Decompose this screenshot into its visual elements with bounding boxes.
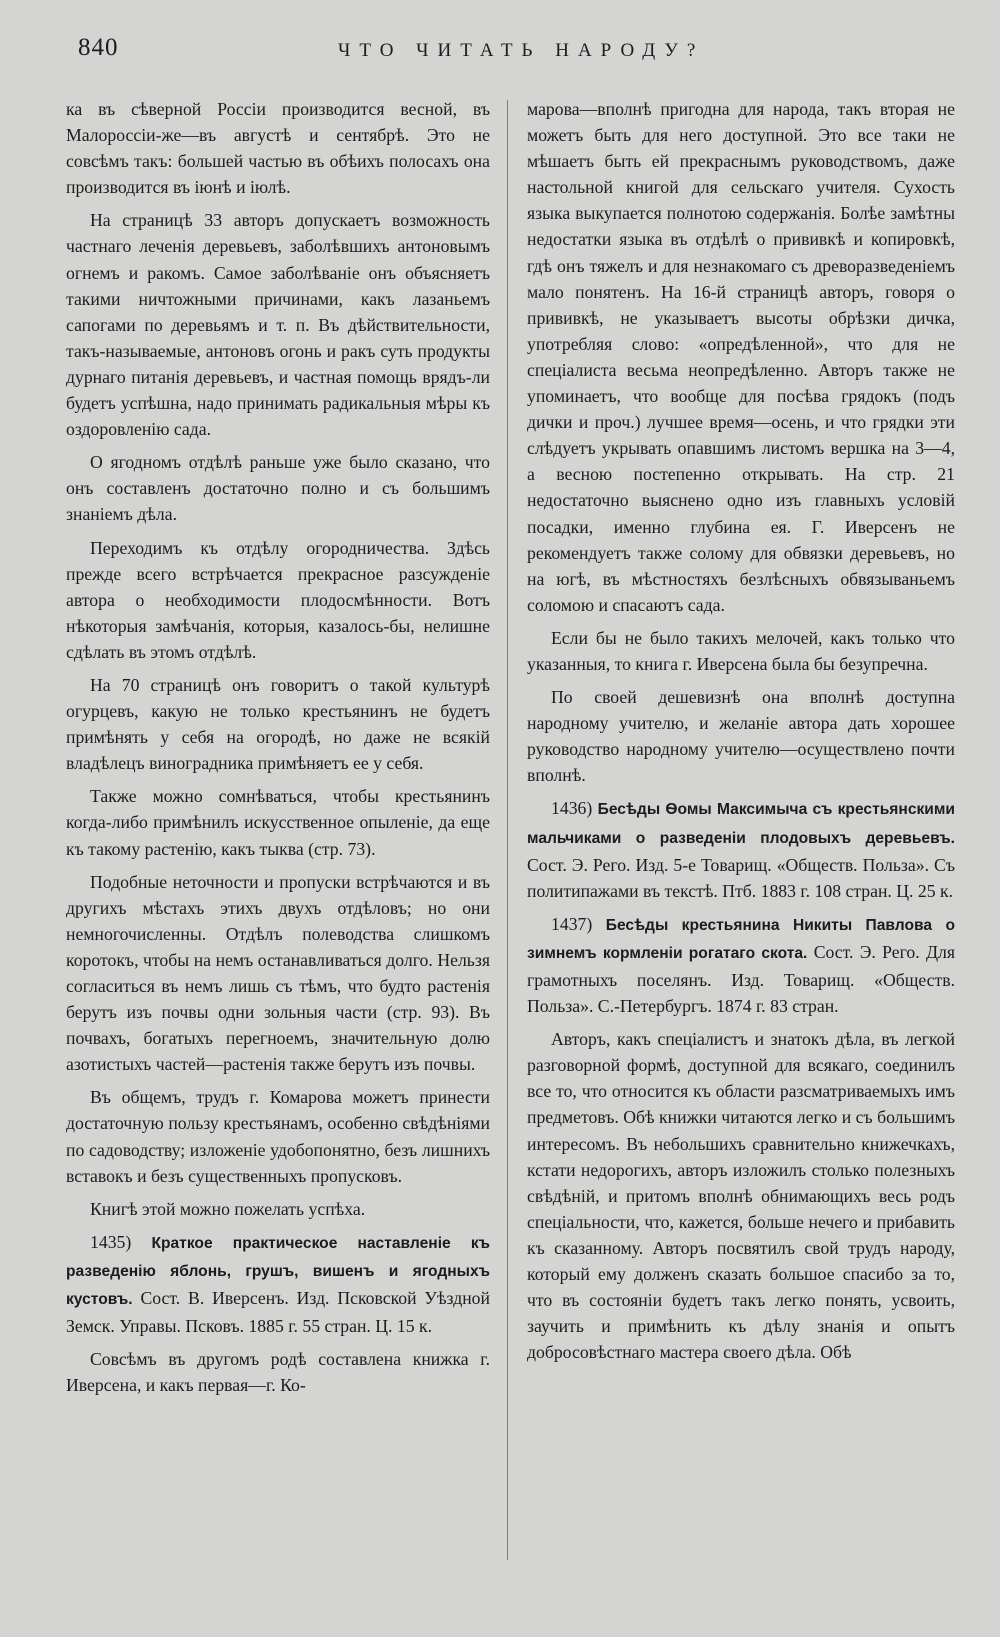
running-title: ЧТО ЧИТАТЬ НАРОДУ? [338,40,705,61]
column-divider [507,100,508,1560]
paragraph: Книгѣ этой можно пожелать успѣха. [90,1198,366,1219]
paragraph: По своей дешевизнѣ она вполнѣ доступна народному учителю, и желаніе автора дать хорошее руководство народному учителю—осуществлено почти вполнѣ. [527,687,955,786]
paragraph: На страницѣ 33 авторъ допускаетъ возможность частнаго леченія деревьевъ, заболѣвшихъ антоновымъ огнемъ и ракомъ. Самое заболѣваніе онъ объясняетъ такими ничтожными причинами, какъ лазаньемъ сапогами по деревьямъ и т. п. Въ дѣйствительности, такъ-называемые, антоновъ огонь и ракъ суть продукты дурнаго питанія деревьевъ, и частная помощь врядъ-ли будетъ успѣшна, надо принимать радикальныя мѣры къ оздоровленію сада. [66,210,490,440]
paragraph: Подобные неточности и пропуски встрѣчаются и въ другихъ мѣстахъ этихъ двухъ отдѣловъ; но они немногочисленны. Отдѣлъ полеводства слишкомъ коротокъ, чтобы на немъ останавливаться долго. Нельзя согласиться въ немъ лишь съ тѣмъ, что будто растенія берутъ изъ почвы одни зольныя части (стр. 93). Въ почвахъ, богатыхъ перегноемъ, значительную долю азотистыхъ частей—растенія также берутъ изъ почвы. [66,871,490,1075]
entry-title: Бесѣды крестьянина Никиты Павлова о зимнемъ кормленіи рогатаго скота. [527,916,955,962]
entry-details: Сост. Э. Рего. Для грамотныхъ поселянъ. Изд. Товарищ. «Обществ. Польза». С.-Петербургъ. 1874 г. 83 стран. [527,941,955,1017]
paragraph: Если бы не было такихъ мелочей, какъ только что указанныя, то книга г. Иверсена была бы безупречна. [527,627,955,674]
paragraph: Совсѣмъ въ другомъ родѣ составлена книжка г. Иверсена, и какъ первая—г. Ко- [66,1349,490,1396]
paragraph: Также можно сомнѣваться, чтобы крестьянинъ когда-либо примѣнилъ искусственное опыленіе, да еще къ такому растенію, какъ тыква (стр. 73). [66,786,490,859]
entry-number: 1436) [551,798,593,819]
paragraph: Переходимъ къ отдѣлу огородничества. Здѣсь прежде всего встрѣчается прекрасное разсужденіе автора о необходимости плодосмѣнности. Вотъ нѣкоторыя замѣчанія, которыя, казалось-бы, нелишне сдѣлать въ этомъ отдѣлѣ. [66,537,490,662]
page-number: 840 [78,34,119,61]
entry-number: 1437) [551,913,593,934]
entry-details: Сост. В. Иверсенъ. Изд. Псковской Уѣздной Земск. Управы. Псковъ. 1885 г. 55 стран. Ц. 15 к. [66,1288,490,1337]
paragraph: О ягодномъ отдѣлѣ раньше уже было сказано, что онъ составленъ достаточно полно и съ большимъ знаніемъ дѣла. [66,452,490,525]
paragraph: ка въ сѣверной Россіи производится весной, въ Малороссіи-же—въ августѣ и сентябрѣ. Это не совсѣмъ такъ: большей частью въ обѣихъ полосахъ она производится въ іюнѣ и іюлѣ. [66,99,490,198]
bibliography-entry-1435 [66,1229,490,1339]
right-column [527,96,955,1372]
paragraph: марова—вполнѣ пригодна для народа, такъ вторая не можетъ быть для него доступной. Это все таки не мѣшаетъ быть ей прекраснымъ руководствомъ, даже настольной книгой для сельскаго учителя. Сухость языка выкупается полнотою содержанія. Болѣе замѣтны недостатки языка въ отдѣлѣ о прививкѣ и копировкѣ, гдѣ онъ тяжелъ и для незнакомаго съ древоразведеніемъ мало понятенъ. На 16-й страницѣ авторъ, говоря о прививкѣ, не указываетъ высоты обрѣзки дичка, употребляя слово: «опредѣленной», что для не спеціалиста весьма неопредѣленно. Авторъ также не упоминаетъ, что вообще для посѣва грядокъ (подъ дички и проч.) лучшее время—осень, и что грядки эти слѣдуетъ укрывать опавшимъ листомъ вершка на 3—4, а весною постепенно открывать. На стр. 21 недостаточно выяснено одно изъ главныхъ условій посадки, именно глубина ея. Г. Иверсенъ не рекомендуетъ также солому для обвязки деревьевъ, но на югѣ, въ мѣстностяхъ безлѣсныхъ обвязываньемъ соломою и спасаютъ сада. [527,99,955,615]
bibliography-entry-1436 [527,795,955,903]
paragraph: Въ общемъ, трудъ г. Комарова можетъ принести достаточную пользу крестьянамъ, особенно свѣдѣніями по садоводству; изложеніе удобопонятно, безъ лишнихъ вставокъ и безъ существенныхъ пропусковъ. [66,1087,490,1186]
entry-details: Сост. Э. Рего. Изд. 5-е Товарищ. «Обществ. Польза». Съ политипажами въ текстѣ. Птб. 1883 г. 108 стран. Ц. 25 к. [527,854,955,901]
paragraph: На 70 страницѣ онъ говоритъ о такой культурѣ огурцевъ, какую не только крестьянинъ не будетъ примѣнять у себя на огородѣ, но даже не всякій владѣлецъ виноградника примѣняетъ ее у себя. [66,674,490,774]
bibliography-entry-1437 [527,911,955,1019]
entry-number: 1435) [90,1231,132,1252]
entry-title: Краткое практическое наставленіе къ разведенію яблонь, грушъ, вишенъ и ягодныхъ кустовъ. [66,1234,491,1309]
page-header [78,34,970,70]
paragraph: Авторъ, какъ спеціалистъ и знатокъ дѣла, въ легкой разговорной формѣ, доступной для всякаго, соединилъ все то, что относится къ области разсматриваемыхъ имъ предметовъ. Обѣ книжки читаются легко и съ большимъ интересомъ. Въ небольшихъ сравнительно книжечкахъ, кстати недорогихъ, авторъ изложилъ столько полезныхъ свѣдѣній, и притомъ вполнѣ обнимающихъ весь родъ спеціальности, что, кажется, больше нечего и прибавить къ сказанному. Авторъ посвятилъ свой трудъ народу, который ему долженъ сказать большое спасибо за то, что въ состояніи будетъ такъ легко понять, усвоить, заучить и примѣнить къ дѣлу знанія и опытъ добросовѣстнаго мастера своего дѣла. Обѣ [527,1029,955,1363]
left-column [66,96,490,1405]
entry-title: Бесѣды Ѳомы Максимыча съ крестьянскими мальчиками о разведеніи плодовыхъ деревьевъ. [527,801,956,847]
